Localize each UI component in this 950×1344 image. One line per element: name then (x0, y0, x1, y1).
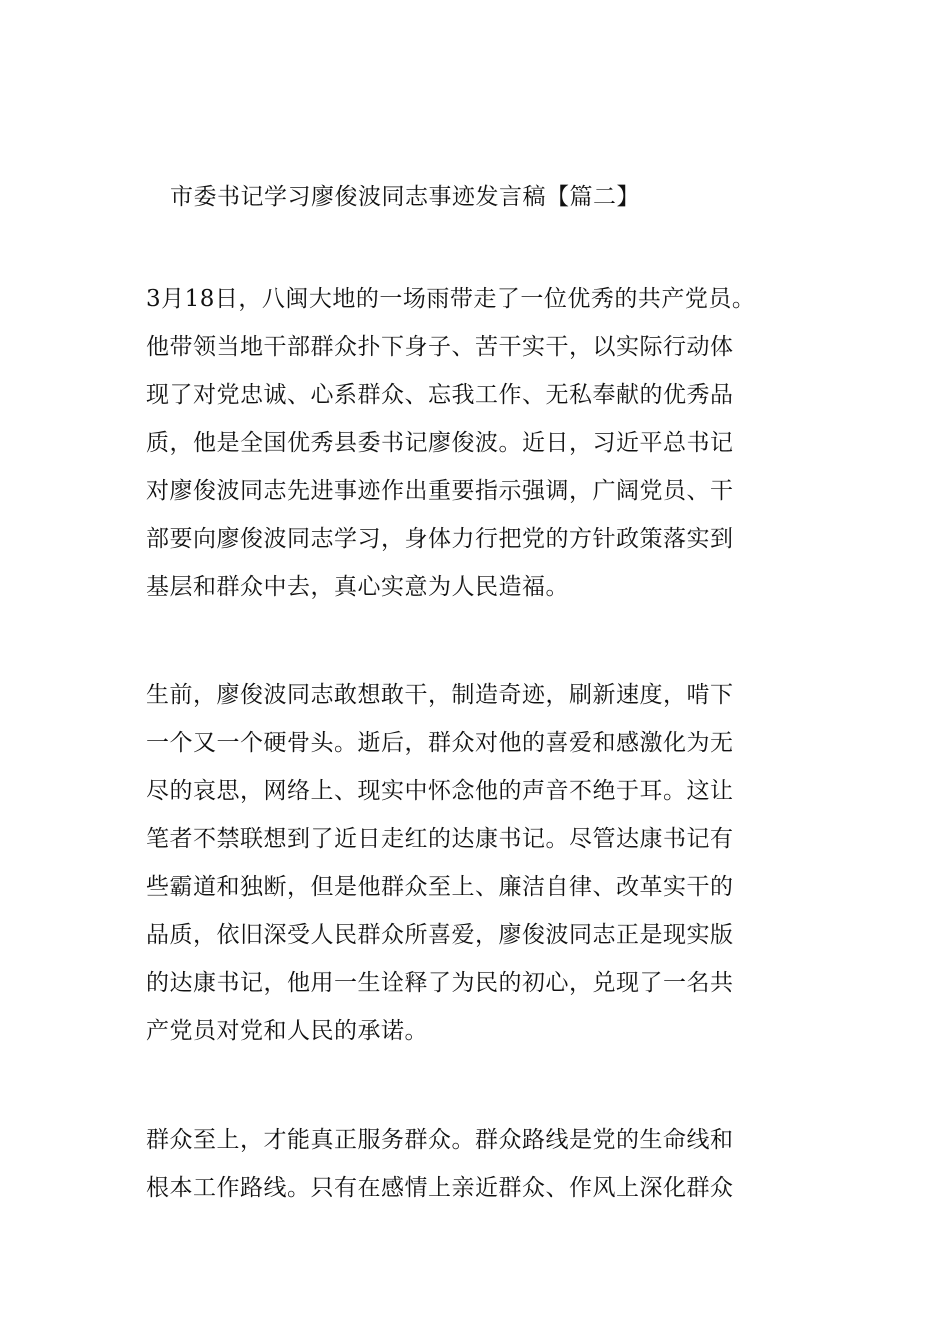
document-title: 市委书记学习廖俊波同志事迹发言稿【篇二】 (170, 184, 640, 210)
paragraph-line: 他带领当地干部群众扑下身子、苦干实干，以实际行动体 (146, 334, 734, 360)
paragraph-line: 产党员对党和人民的承诺。 (146, 1018, 428, 1044)
paragraph-1 (146, 275, 818, 611)
paragraph-line: 的达康书记，他用一生诠释了为民的初心，兑现了一名共 (146, 970, 734, 996)
paragraph-line: 生前，廖俊波同志敢想敢干，制造奇迹，刷新速度，啃下 (146, 682, 734, 708)
paragraph-line: 品质，依旧深受人民群众所喜爱，廖俊波同志正是现实版 (146, 922, 734, 948)
paragraph-line: 3月18日，八闽大地的一场雨带走了一位优秀的共产党员。 (146, 286, 756, 312)
paragraph-line: 些霸道和独断，但是他群众至上、廉洁自律、改革实干的 (146, 874, 734, 900)
paragraph-line: 根本工作路线。只有在感情上亲近群众、作风上深化群众 (146, 1175, 734, 1201)
paragraph-line: 尽的哀思，网络上、现实中怀念他的声音不绝于耳。这让 (146, 778, 734, 804)
paragraph-line: 群众至上，才能真正服务群众。群众路线是党的生命线和 (146, 1127, 734, 1153)
paragraph-line: 部要向廖俊波同志学习，身体力行把党的方针政策落实到 (146, 526, 734, 552)
paragraph-line: 对廖俊波同志先进事迹作出重要指示强调，广阔党员、干 (146, 478, 734, 504)
paragraph-line: 笔者不禁联想到了近日走红的达康书记。尽管达康书记有 (146, 826, 734, 852)
paragraph-line: 现了对党忠诚、心系群众、忘我工作、无私奉献的优秀品 (146, 382, 734, 408)
paragraph-line: 一个又一个硬骨头。逝后，群众对他的喜爱和感激化为无 (146, 730, 734, 756)
paragraph-2 (146, 671, 818, 1055)
paragraph-3 (146, 1116, 818, 1212)
paragraph-line: 基层和群众中去，真心实意为人民造福。 (146, 574, 569, 600)
paragraph-line: 质，他是全国优秀县委书记廖俊波。近日，习近平总书记 (146, 430, 734, 456)
